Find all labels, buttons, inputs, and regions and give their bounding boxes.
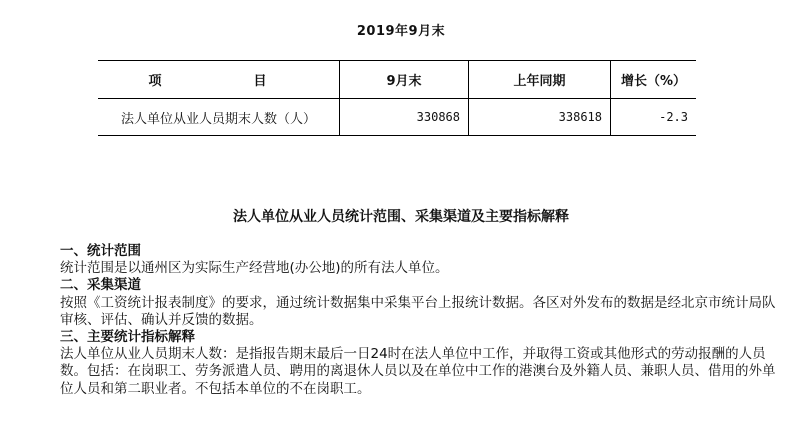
table-row [98,99,696,136]
section-heading-scope: 一、统计范围 [60,243,141,259]
date-title: 2019年9月末 [356,24,446,39]
row-previous: 338618 [469,99,611,136]
header-item: 项 目 [98,61,340,99]
section-heading-channel: 二、采集渠道 [60,277,141,294]
section-text-scope: 统计范围是以通州区为实际生产经营地(办公地)的所有法人单位。 [60,260,449,277]
explanation-body [60,243,780,398]
row-item: 法人单位从业人员期末人数（人） [98,99,340,136]
header-previous: 上年同期 [469,61,611,99]
section-heading-indicators: 三、主要统计指标解释 [60,329,195,346]
row-current: 330868 [340,99,469,136]
section-text-indicators: 法人单位从业人员期末人数：是指报告期末最后一日24时在法人单位中工作，并取得工资或其他形式的劳动报酬的人员数。包括：在岗职工、劳务派遣人员、聘用的离退休人员以及在单位中工作的港澳台及外籍人员、兼职人员、借用的外单位人员和第二职业者。不包括本单位的不在岗职工。 [60,346,776,397]
statistics-table [98,60,696,136]
section-text-channel: 按照《工资统计报表制度》的要求，通过统计数据集中采集平台上报统计数据。各区对外发布的数据是经北京市统计局队审核、评估、确认并反馈的数据。 [60,294,776,328]
table-header-row [98,61,696,99]
header-current: 9月末 [340,61,469,99]
section-title: 法人单位从业人员统计范围、采集渠道及主要指标解释 [233,209,569,225]
row-growth: -2.3 [659,110,688,124]
header-growth: 增长（%） [620,74,687,89]
